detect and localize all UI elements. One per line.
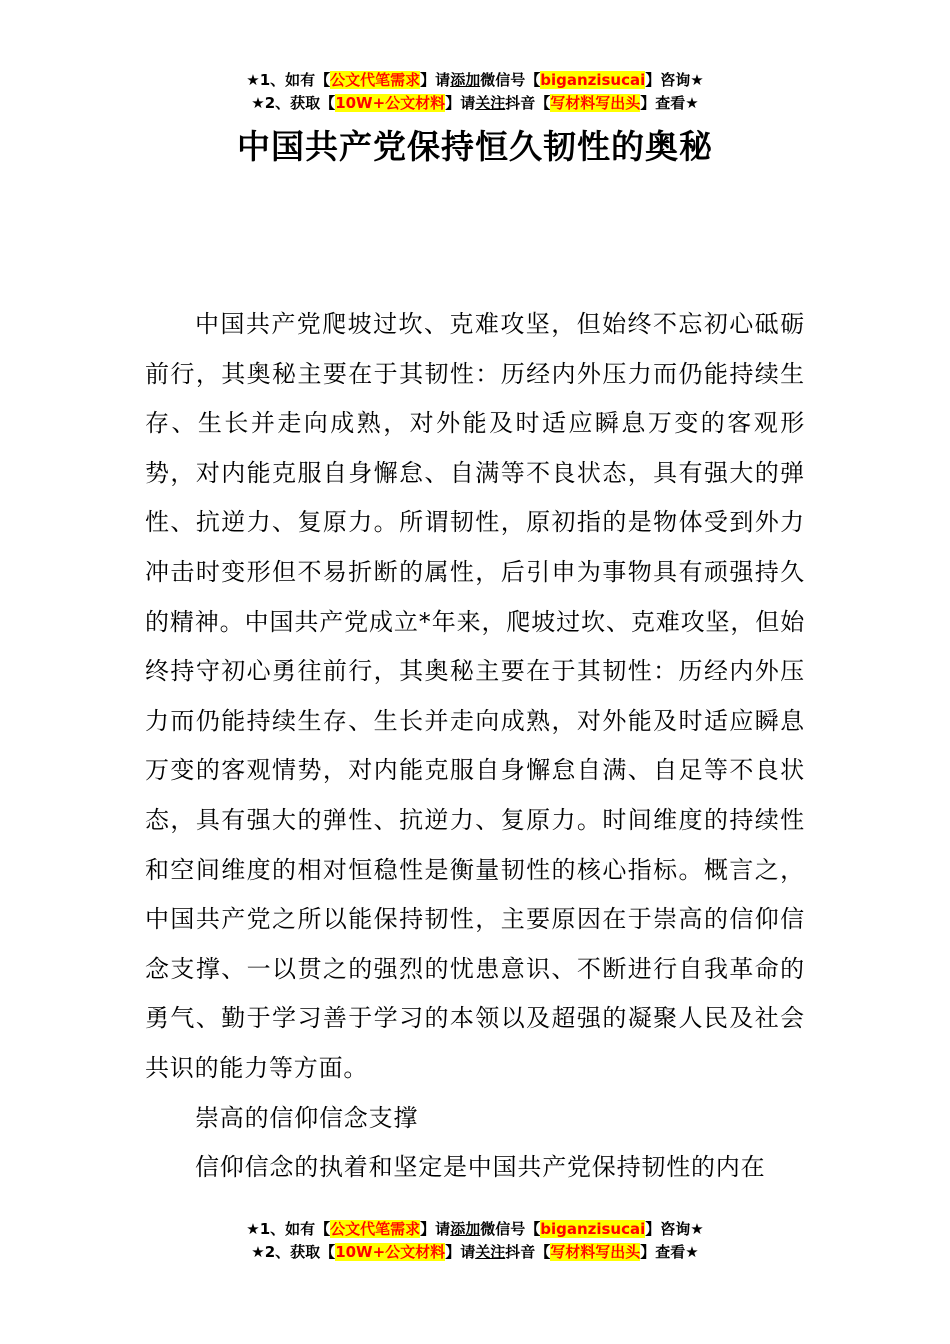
- promo-line-1: [0, 69, 950, 92]
- promo-text: 】查看★: [640, 1243, 699, 1261]
- body-paragraph: 信仰信念的执着和坚定是中国共产党保持韧性的内在: [195, 1153, 766, 1182]
- promo-text: ★2、获取【: [251, 94, 336, 112]
- promo-banner-bottom: [0, 1218, 950, 1264]
- promo-line-2: [0, 1241, 950, 1264]
- promo-text: 】请: [445, 1243, 476, 1261]
- promo-highlight: biganzisucai: [540, 71, 646, 89]
- promo-highlight: 公文代笔需求: [330, 71, 421, 89]
- promo-text: 】请: [420, 1220, 451, 1238]
- section-heading: 崇高的信仰信念支撑: [195, 1103, 419, 1132]
- promo-highlight: 10W+公文材料: [335, 94, 446, 112]
- promo-highlight: 写材料写出头: [550, 1243, 641, 1261]
- promo-underlined-text: 添加: [450, 71, 481, 89]
- promo-text: 】请: [420, 71, 451, 89]
- promo-text: 】咨询★: [645, 1220, 704, 1238]
- promo-highlight: 公文代笔需求: [330, 1220, 421, 1238]
- document-body: [145, 300, 805, 1193]
- promo-text: 抖音【: [505, 94, 551, 112]
- promo-highlight: biganzisucai: [540, 1220, 646, 1238]
- promo-banner-top: [0, 69, 950, 115]
- promo-text: 微信号【: [480, 71, 541, 89]
- promo-underlined-text: 关注: [475, 94, 506, 112]
- promo-text: 】咨询★: [645, 71, 704, 89]
- promo-line-1: [0, 1218, 950, 1241]
- promo-text: ★1、如有【: [246, 71, 331, 89]
- promo-text: 】查看★: [640, 94, 699, 112]
- promo-underlined-text: 关注: [475, 1243, 506, 1261]
- promo-line-2: [0, 92, 950, 115]
- body-paragraph: 中国共产党爬坡过坎、克难攻坚，但始终不忘初心砥砺前行，其奥秘主要在于其韧性：历经内外压力而仍能持续生存、生长并走向成熟，对外能及时适应瞬息万变的客观形势，对内能克服自身懈怠、自满等不良状态，具有强大的弹性、抗逆力、复原力。所谓韧性，原初指的是物体受到外力冲击时变形但不易折断的属性，后引申为事物具有顽强持久的精神。中国共产党成立*年来，爬坡过坎、克难攻坚，但始终持守初心勇往前行，其奥秘主要在于其韧性：历经内外压力而仍能持续生存、生长并走向成熟，对外能及时适应瞬息万变的客观情势，对内能克服自身懈怠自满、自足等不良状态，具有强大的弹性、抗逆力、复原力。时间维度的持续性和空间维度的相对恒稳性是衡量韧性的核心指标。概言之，中国共产党之所以能保持韧性，主要原因在于崇高的信仰信念支撑、一以贯之的强烈的忧患意识、不断进行自我革命的勇气、勤于学习善于学习的本领以及超强的凝聚人民及社会共识的能力等方面。: [145, 310, 805, 1082]
- promo-text: 微信号【: [480, 1220, 541, 1238]
- promo-text: ★1、如有【: [246, 1220, 331, 1238]
- document-title: 中国共产党保持恒久韧性的奥秘: [237, 127, 713, 166]
- promo-underlined-text: 添加: [450, 1220, 481, 1238]
- promo-highlight: 写材料写出头: [550, 94, 641, 112]
- promo-text: 抖音【: [505, 1243, 551, 1261]
- promo-text: ★2、获取【: [251, 1243, 336, 1261]
- promo-highlight: 10W+公文材料: [335, 1243, 446, 1261]
- promo-text: 】请: [445, 94, 476, 112]
